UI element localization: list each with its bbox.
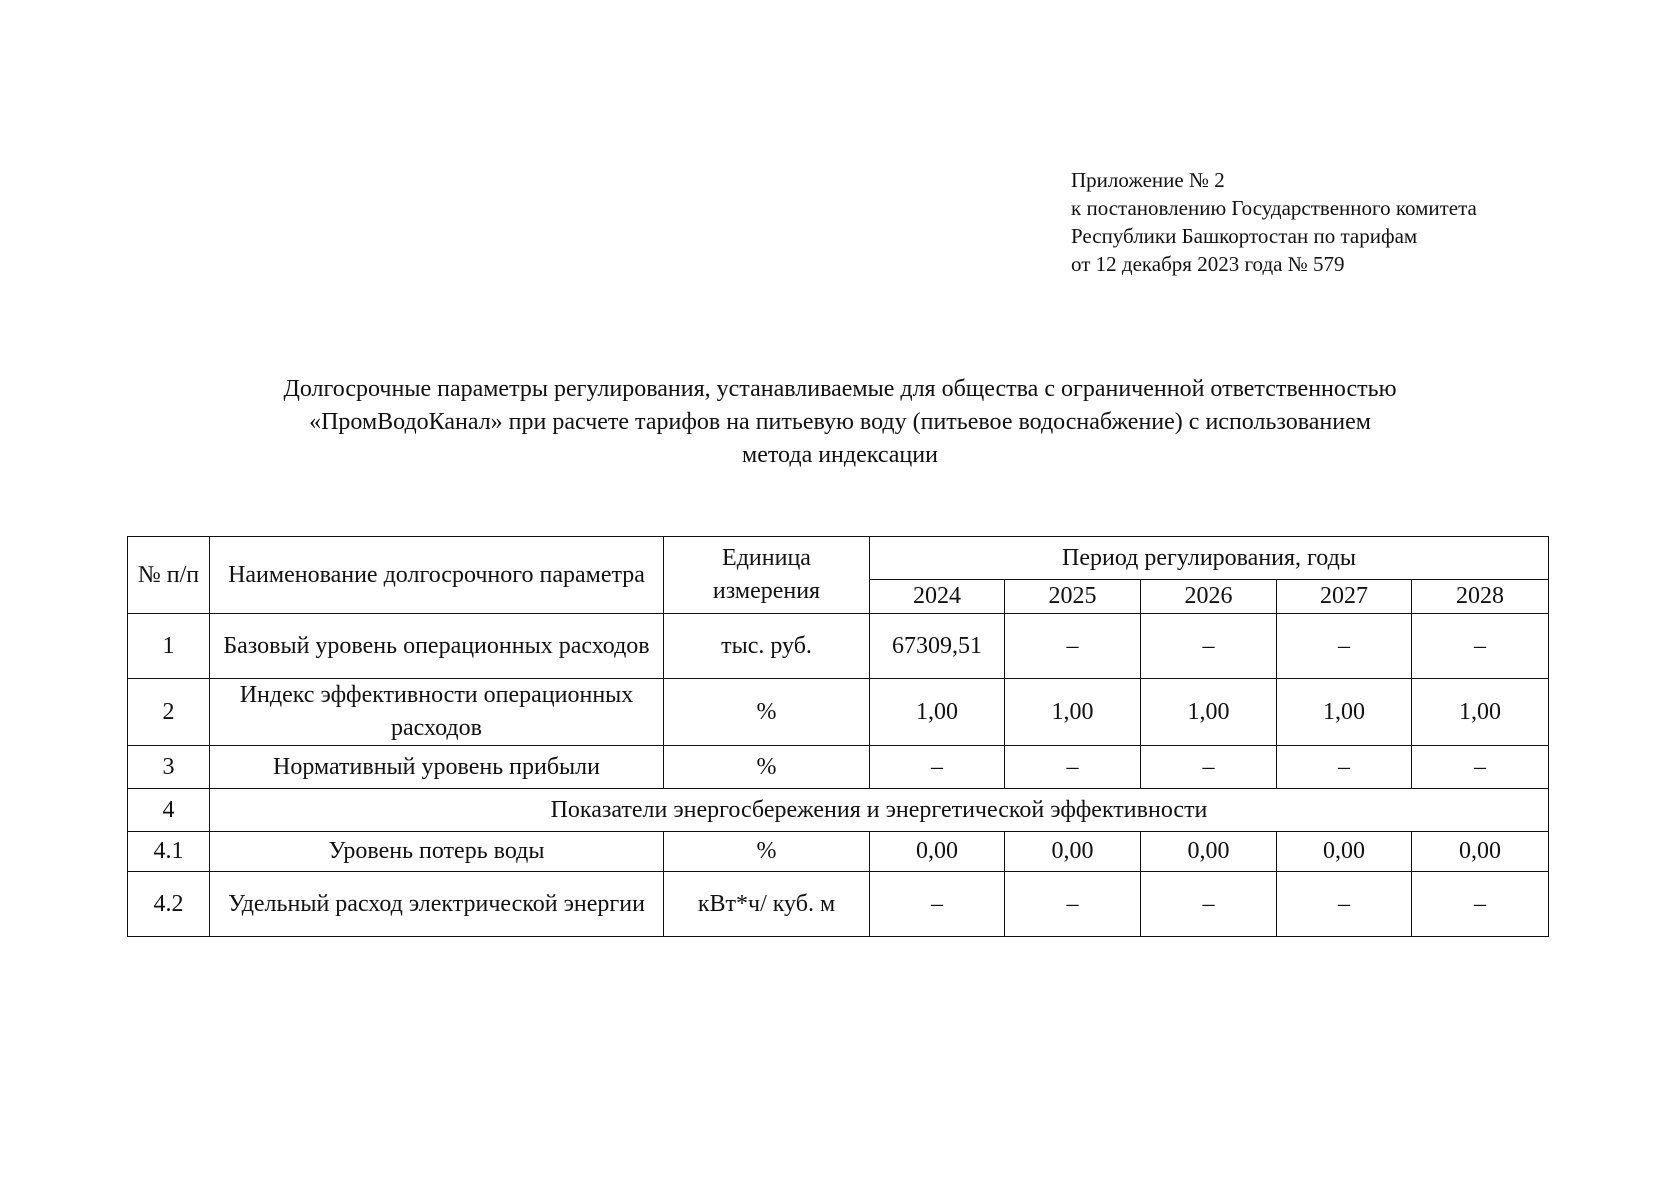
header-name: Наименование долгосрочного параметра (210, 537, 664, 614)
row-value: 0,00 (1412, 832, 1549, 872)
row-value: – (870, 746, 1005, 789)
row-value: – (870, 872, 1005, 937)
header-year: 2028 (1412, 580, 1549, 614)
appendix-ref-line: к постановлению Государственного комитета (1071, 196, 1477, 220)
document-title (150, 373, 1530, 472)
row-value: 67309,51 (870, 614, 1005, 679)
appendix-block (1071, 166, 1477, 278)
header-year: 2027 (1277, 580, 1412, 614)
appendix-number: Приложение № 2 (1071, 168, 1225, 192)
row-name: Индекс эффективности операционных расходов (210, 679, 664, 746)
row-value: – (1412, 614, 1549, 679)
header-period: Период регулирования, годы (870, 537, 1549, 580)
row-unit: % (664, 832, 870, 872)
row-name: Нормативный уровень прибыли (210, 746, 664, 789)
row-value: 0,00 (1141, 832, 1277, 872)
header-num: № п/п (128, 537, 210, 614)
row-value: 1,00 (1412, 679, 1549, 746)
table-row (128, 872, 1549, 937)
header-year: 2024 (870, 580, 1005, 614)
row-num: 1 (128, 614, 210, 679)
row-unit: % (664, 679, 870, 746)
table-row (128, 746, 1549, 789)
row-value: – (1277, 746, 1412, 789)
table-header-row (128, 537, 1549, 580)
row-value: 1,00 (1277, 679, 1412, 746)
table-row (128, 832, 1549, 872)
row-name: Базовый уровень операционных расходов (210, 614, 664, 679)
row-value: 1,00 (1005, 679, 1141, 746)
parameters-table (127, 536, 1549, 937)
row-value: – (1277, 614, 1412, 679)
table-section-row (128, 789, 1549, 832)
title-line: метода индексации (742, 442, 938, 468)
row-value: 0,00 (1277, 832, 1412, 872)
appendix-date: от 12 декабря 2023 года № 579 (1071, 252, 1345, 276)
row-value: – (1141, 746, 1277, 789)
table-row (128, 614, 1549, 679)
header-unit: Единица измерения (664, 537, 870, 614)
row-value: – (1277, 872, 1412, 937)
row-name: Удельный расход электрической энергии (210, 872, 664, 937)
header-year: 2026 (1141, 580, 1277, 614)
row-value: – (1005, 614, 1141, 679)
title-line: «ПромВодоКанал» при расчете тарифов на питьевую воду (питьевое водоснабжение) с использованием (309, 409, 1371, 435)
table-row (128, 679, 1549, 746)
row-num: 4.2 (128, 872, 210, 937)
row-value: – (1005, 746, 1141, 789)
row-unit: тыс. руб. (664, 614, 870, 679)
title-line: Долгосрочные параметры регулирования, устанавливаемые для общества с ограниченной ответственностью (283, 376, 1397, 402)
row-value: 1,00 (870, 679, 1005, 746)
row-value: – (1412, 872, 1549, 937)
row-num: 4 (128, 789, 210, 832)
header-year: 2025 (1005, 580, 1141, 614)
row-value: 0,00 (870, 832, 1005, 872)
row-unit: кВт*ч/ куб. м (664, 872, 870, 937)
row-value: 1,00 (1141, 679, 1277, 746)
row-value: – (1141, 614, 1277, 679)
row-num: 4.1 (128, 832, 210, 872)
appendix-ref-line: Республики Башкортостан по тарифам (1071, 224, 1418, 248)
row-num: 3 (128, 746, 210, 789)
row-value: 0,00 (1005, 832, 1141, 872)
row-value: – (1141, 872, 1277, 937)
row-value: – (1412, 746, 1549, 789)
row-value: – (1005, 872, 1141, 937)
row-unit: % (664, 746, 870, 789)
section-title: Показатели энергосбережения и энергетической эффективности (210, 789, 1549, 832)
row-num: 2 (128, 679, 210, 746)
row-name: Уровень потерь воды (210, 832, 664, 872)
